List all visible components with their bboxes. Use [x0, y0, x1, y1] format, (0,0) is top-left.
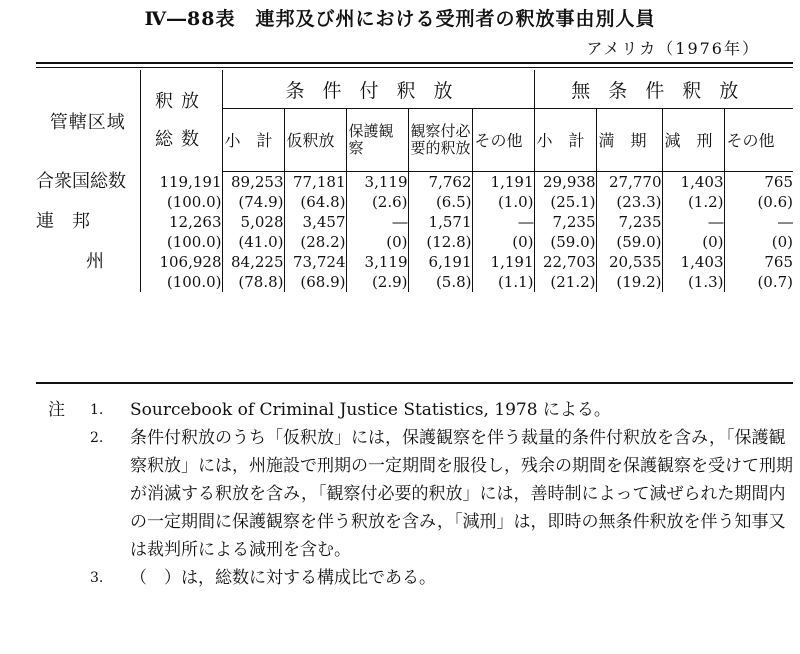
header-cond-probation: 保護観察 — [346, 109, 408, 172]
row-area: 州 — [86, 251, 104, 272]
header-unconditional: 無条件釈放 — [534, 70, 793, 109]
note-item — [48, 564, 793, 592]
note-text: 条件付釈放のうち「仮釈放」には，保護観察を伴う裁量的条件付釈放を含み，「保護観察釈放」には，州施設で刑期の一定期間を服役し，残余の期間を保護観察を受けて刑期が消滅する釈放を含み，「観察付必要的釈放」には，善時制によって減ぜられた期間内の一定期間に保護観察を伴う釈放を含み，「減刑」は，即時の無条件釈放を伴う知事又は裁判所による減刑を含む。 — [130, 428, 793, 560]
notes — [48, 396, 793, 592]
cell: 73,724 (68.9) — [284, 252, 346, 292]
note-item — [48, 424, 793, 564]
cell: 7,235 (59.0) — [596, 212, 662, 252]
cell: 1,403 (1.3) — [662, 252, 724, 292]
header-cond-parole: 仮釈放 — [284, 109, 346, 172]
cell: 12,263 (100.0) — [140, 212, 222, 252]
note-item — [48, 396, 793, 424]
cell: 106,928 (100.0) — [140, 252, 222, 292]
header-cond-subtotal: 小 計 — [222, 109, 284, 172]
header-uncond-commutation: 減 刑 — [662, 109, 724, 172]
top-rule — [36, 62, 793, 64]
cell: 1,571 (12.8) — [408, 212, 472, 252]
cell: 7,762 (6.5) — [408, 172, 472, 213]
cell: 77,181 (64.8) — [284, 172, 346, 213]
note-text: Sourcebook of Criminal Justice Statistics, 1978 による。 — [130, 400, 611, 420]
row-area: 連 邦 — [36, 211, 90, 232]
cell: 29,938 (25.1) — [534, 172, 596, 213]
cell: 3,457 (28.2) — [284, 212, 346, 252]
cell: 89,253 (74.9) — [222, 172, 284, 213]
cell: 765 (0.6) — [724, 172, 793, 213]
cell: 5,028 (41.0) — [222, 212, 284, 252]
cell: 1,191 (1.1) — [472, 252, 534, 292]
cell: 27,770 (23.3) — [596, 172, 662, 213]
cell: 6,191 (5.8) — [408, 252, 472, 292]
header-conditional: 条件付釈放 — [222, 70, 534, 109]
header-total-line1: 釈放 — [155, 90, 207, 112]
cell: ― (0) — [662, 212, 724, 252]
header-uncond-expiration: 満 期 — [596, 109, 662, 172]
header-uncond-other: その他 — [724, 109, 793, 172]
cell: 119,191 (100.0) — [140, 172, 222, 213]
cell: ― (0) — [724, 212, 793, 252]
note-index: 1. — [90, 402, 104, 418]
cell: 3,119 (2.6) — [346, 172, 408, 213]
header-cond-other: その他 — [472, 109, 534, 172]
header-cond-mandatory: 観察付必要的釈放 — [408, 109, 472, 172]
release-statistics-table — [36, 70, 793, 292]
row-area: 合衆国総数 — [36, 170, 126, 192]
cell: 765 (0.7) — [724, 252, 793, 292]
cell: ― (0) — [472, 212, 534, 252]
cell: 1,403 (1.2) — [662, 172, 724, 213]
cell: 3,119 (2.9) — [346, 252, 408, 292]
note-text: （ ）は，総数に対する構成比である。 — [130, 568, 436, 588]
table-row — [36, 252, 793, 292]
note-index: 2. — [90, 430, 104, 446]
header-total — [140, 70, 222, 172]
table-title: Ⅳ―88表 連邦及び州における受刑者の釈放事由別人員 — [144, 8, 656, 30]
header-total-line2: 総数 — [155, 128, 207, 150]
header-uncond-subtotal: 小 計 — [534, 109, 596, 172]
table-row — [36, 172, 793, 213]
bottom-rule — [36, 382, 793, 384]
table-row — [36, 212, 793, 252]
header-area: 管轄区域 — [49, 111, 126, 133]
cell: 22,703 (21.2) — [534, 252, 596, 292]
cell: 84,225 (78.8) — [222, 252, 284, 292]
note-index: 3. — [90, 570, 104, 586]
note-label: 注 — [48, 400, 65, 420]
cell: 20,535 (19.2) — [596, 252, 662, 292]
top-rule-inner — [36, 67, 793, 68]
cell: 7,235 (59.0) — [534, 212, 596, 252]
cell: ― (0) — [346, 212, 408, 252]
table-subtitle: アメリカ（1976年） — [586, 39, 760, 58]
cell: 1,191 (1.0) — [472, 172, 534, 213]
